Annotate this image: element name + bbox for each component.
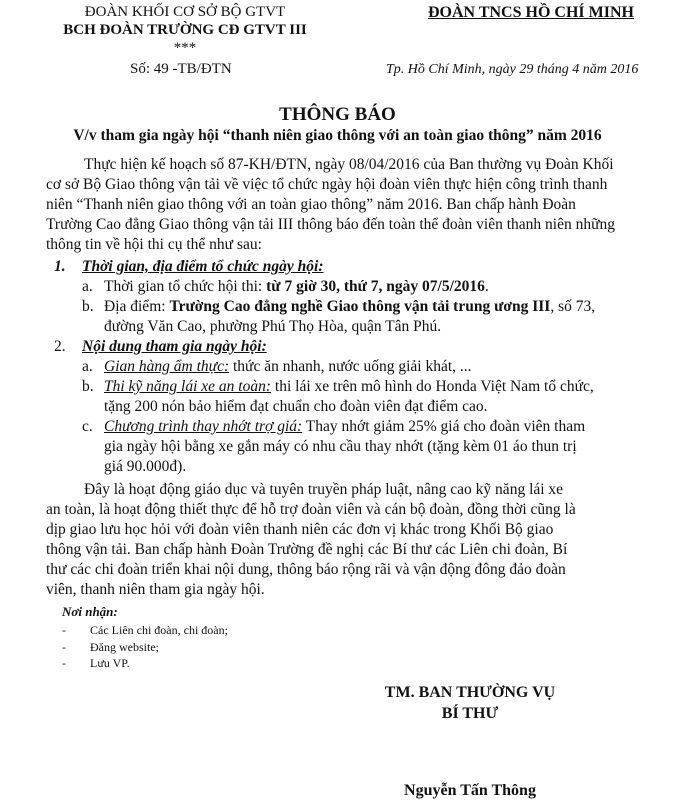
section-2c-text	[104, 417, 585, 437]
org-right: ĐOÀN TNCS HỒ CHÍ MINH	[428, 4, 634, 21]
section-2c-line2: gia ngày hội bằng xe gắn máy có nhu cầu thay nhớt (tặng kèm 01 áo thun trị	[104, 438, 577, 455]
recipient-item: Đăng website;	[90, 640, 159, 654]
recipient-item: Các Liên chi đoàn, chi đoàn;	[90, 623, 228, 637]
signature-role: TM. BAN THƯỜNG VỤ	[384, 684, 556, 701]
org-left-1: ĐOÀN KHỐI CƠ SỞ BỘ GTVT	[84, 4, 286, 20]
section-2a-text	[104, 357, 472, 377]
section-1b-venue: Trường Cao đẳng nghề Giao thông vận tải trung ương III	[169, 298, 551, 315]
section-1a-text	[104, 277, 489, 297]
signer-name: Nguyễn Tấn Thông	[404, 782, 536, 799]
closing-line: thông vận tải. Ban chấp hành Đoàn Trường đề nghị các Bí thư các Liên chi đoàn, Bí	[46, 541, 568, 558]
intro-line: Trường Cao đẳng Giao thông vận tải III thông báo đến toàn thể đoàn viên thanh niên những	[46, 216, 615, 233]
signature-title: BÍ THƯ	[441, 705, 499, 722]
place-date: Tp. Hồ Chí Minh, ngày 29 tháng 4 năm 2016	[386, 62, 639, 77]
section-1b-line2: đường Văn Cao, phường Phú Thọ Hòa, quận Tân Phú.	[104, 318, 442, 335]
section-2a-desc: thức ăn nhanh, nước uống giải khát, ...	[229, 358, 472, 375]
section-2c-line3: giá 90.000đ).	[104, 458, 187, 475]
section-2c-desc: Thay nhớt giảm 25% giá cho đoàn viên tham	[302, 418, 586, 435]
org-left-2: BCH ĐOÀN TRƯỜNG CĐ GTVT III	[63, 22, 307, 38]
section-2-heading: Nội dung tham gia ngày hội:	[82, 338, 267, 355]
intro-line: niên “Thanh niên giao thông với an toàn giao thông” năm 2016. Ban chấp hành Đoàn	[46, 196, 576, 213]
recipient-dash: -	[62, 623, 66, 637]
closing-paragraph	[46, 480, 656, 600]
intro-line: cơ sở Bộ Giao thông vận tải về việc tổ chức ngày hội đoàn viên thực hiện công trình thanh	[46, 176, 608, 193]
section-1-heading: Thời gian, địa điểm tổ chức ngày hội:	[82, 258, 324, 275]
closing-line: viên, thanh niên tham gia ngày hội.	[46, 581, 265, 598]
doc-number: Số: 49 -TB/ĐTN	[130, 61, 232, 77]
section-1a-end: .	[484, 278, 489, 295]
document-subject: V/v tham gia ngày hội “thanh niên giao thông với an toàn giao thông” năm 2016	[73, 127, 602, 144]
section-2b-line2: tặng 200 nón bảo hiểm đạt chuẩn cho đoàn viên đạt điểm cao.	[104, 398, 488, 415]
closing-line: an toàn, là hoạt động thiết thực để hỗ trợ đoàn viên và cán bộ đoàn, đồng thời cũng là	[46, 501, 576, 518]
document-title: THÔNG BÁO	[279, 104, 396, 125]
intro-line: thông tin về hội thi cụ thể như sau:	[46, 236, 262, 253]
closing-line: Đây là hoạt động giáo dục và tuyên truyền pháp luật, nâng cao kỹ năng lái xe	[84, 481, 564, 498]
section-2b-desc: thi lái xe trên mô hình do Honda Việt Nam tổ chức,	[271, 378, 594, 395]
intro-paragraph	[46, 155, 656, 255]
header-stars: ***	[173, 40, 197, 56]
section-2c-title: Chương trình thay nhớt trợ giá:	[104, 418, 303, 435]
section-2b-label: b.	[82, 378, 94, 395]
section-1b-label: b.	[82, 298, 94, 315]
section-1a-label: a.	[82, 278, 93, 295]
intro-line: Thực hiện kế hoạch số 87-KH/ĐTN, ngày 08/04/2016 của Ban thường vụ Đoàn Khối	[84, 156, 614, 173]
section-1-number: 1.	[54, 258, 66, 275]
section-1b-end: , số 73,	[550, 298, 596, 315]
section-2a-title: Gian hàng ẩm thực:	[104, 358, 230, 375]
section-2b-text	[104, 377, 594, 397]
section-2c-label: c.	[82, 418, 93, 435]
closing-line: dịp giao lưu học hỏi với đoàn viên thanh niên các đơn vị khác trong Khối Bộ giao	[46, 521, 554, 538]
section-1a-time: từ 7 giờ 30, thứ 7, ngày 07/5/2016	[266, 278, 485, 295]
section-2b-title: Thi kỹ năng lái xe an toàn:	[104, 378, 272, 395]
recipient-dash: -	[62, 640, 66, 654]
section-2-number: 2.	[54, 338, 66, 355]
recipient-dash: -	[62, 656, 66, 670]
recipient-item: Lưu VP.	[90, 656, 130, 670]
closing-line: thư các chi đoàn triển khai nội dung, thông báo rộng rãi và vận động đông đảo đoàn	[46, 561, 566, 578]
section-1a-lead: Thời gian tổ chức hội thi:	[104, 278, 267, 295]
section-1b-text	[104, 297, 595, 317]
recipients-title: Nơi nhận:	[62, 604, 118, 619]
section-1b-lead: Địa điểm:	[104, 298, 170, 315]
section-2a-label: a.	[82, 358, 93, 375]
